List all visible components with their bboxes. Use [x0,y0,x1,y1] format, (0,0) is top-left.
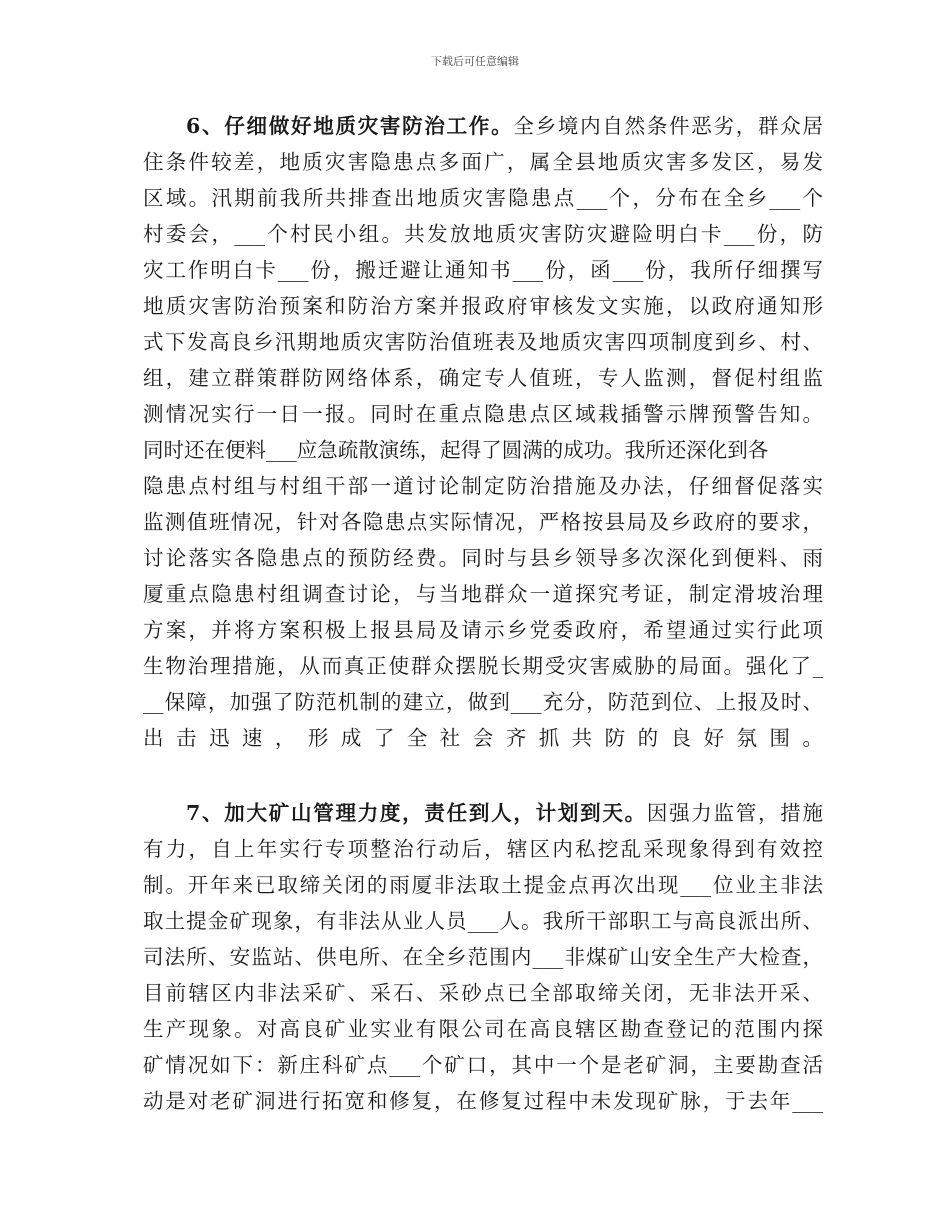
paragraph-line: 制。开年来已取缔关闭的雨厦非法取土提金点再次出现___位业主非法 [143,873,823,897]
paragraph-line: 区域。汛期前我所共排查出地质灾害隐患点___个，分布在全乡___个 [143,186,823,210]
paragraph-line: 村委会，___个村民小组。共发放地质灾害防灾避险明白卡___份，防 [143,222,823,246]
paragraph-line: 方案，并将方案积极上报县局及请示乡党委政府，希望通过实行此项 [143,618,823,642]
paragraph-line: 出击迅速，形成了全社会齐抓共防的良好氛围。 [143,726,823,750]
paragraph-line: 同时还在便料___应急疏散演练，起得了圆满的成功。我所还深化到各 [143,438,769,462]
paragraph-line: 生物治理措施，从而真正使群众摆脱长期受灾害威胁的局面。强化了_ [143,654,823,678]
paragraph-line: 有力，自上年实行专项整治行动后，辖区内私挖乱采现象得到有效控 [143,837,823,861]
paragraph-line: 7、加大矿山管理力度，责任到人，计划到天。因强力监管，措施 [186,801,824,825]
paragraph-line: 矿情况如下：新庄科矿点___个矿口，其中一个是老矿洞，主要勘查活 [143,1053,823,1077]
paragraph-line: 监测值班情况，针对各隐患点实际情况，严格按县局及乡政府的要求， [143,510,823,534]
paragraph-line: 住条件较差，地质灾害隐患点多面广，属全县地质灾害多发区，易发 [143,150,823,174]
paragraph-line: 灾工作明白卡___份，搬迁避让通知书___份，函___份，我所仔细撰写 [143,258,823,282]
paragraph-line: 目前辖区内非法采矿、采石、采砂点已全部取缔关闭，无非法开采、 [143,981,823,1005]
paragraph-line: 隐患点村组与村组干部一道讨论制定防治措施及办法，仔细督促落实 [143,474,823,498]
paragraph-line: 式下发高良乡汛期地质灾害防治值班表及地质灾害四项制度到乡、村、 [143,330,823,354]
page-header: 下载后可任意编辑 [431,55,519,68]
paragraph-line: 厦重点隐患村组调查讨论，与当地群众一道探究考证，制定滑坡治理 [143,582,823,606]
paragraph-line: 动是对老矿洞进行拓宽和修复，在修复过程中未发现矿脉，于去年___ [143,1089,823,1113]
paragraph-line: 生产现象。对高良矿业实业有限公司在高良辖区勘查登记的范围内探 [143,1017,823,1041]
paragraph-line: 6、仔细做好地质灾害防治工作。全乡境内自然条件恶劣，群众居 [186,114,824,138]
paragraph-line: 取土提金矿现象，有非法从业人员___人。我所干部职工与高良派出所、 [143,909,823,933]
paragraph-line: __保障，加强了防范机制的建立，做到___充分，防范到位、上报及时、 [143,690,823,714]
paragraph-line: 组，建立群策群防网络体系，确定专人值班，专人监测，督促村组监 [143,366,823,390]
paragraph-line: 测情况实行一日一报。同时在重点隐患点区域栽插警示牌预警告知。 [143,402,823,426]
paragraph-line: 司法所、安监站、供电所、在全乡范围内___非煤矿山安全生产大检查， [143,945,823,969]
section-heading: 6、仔细做好地质灾害防治工作。 [186,114,514,138]
section-heading: 7、加大矿山管理力度，责任到人，计划到天。 [186,801,647,825]
paragraph-line: 讨论落实各隐患点的预防经费。同时与县乡领导多次深化到便料、雨 [143,546,823,570]
paragraph-line: 地质灾害防治预案和防治方案并报政府审核发文实施，以政府通知形 [143,294,823,318]
